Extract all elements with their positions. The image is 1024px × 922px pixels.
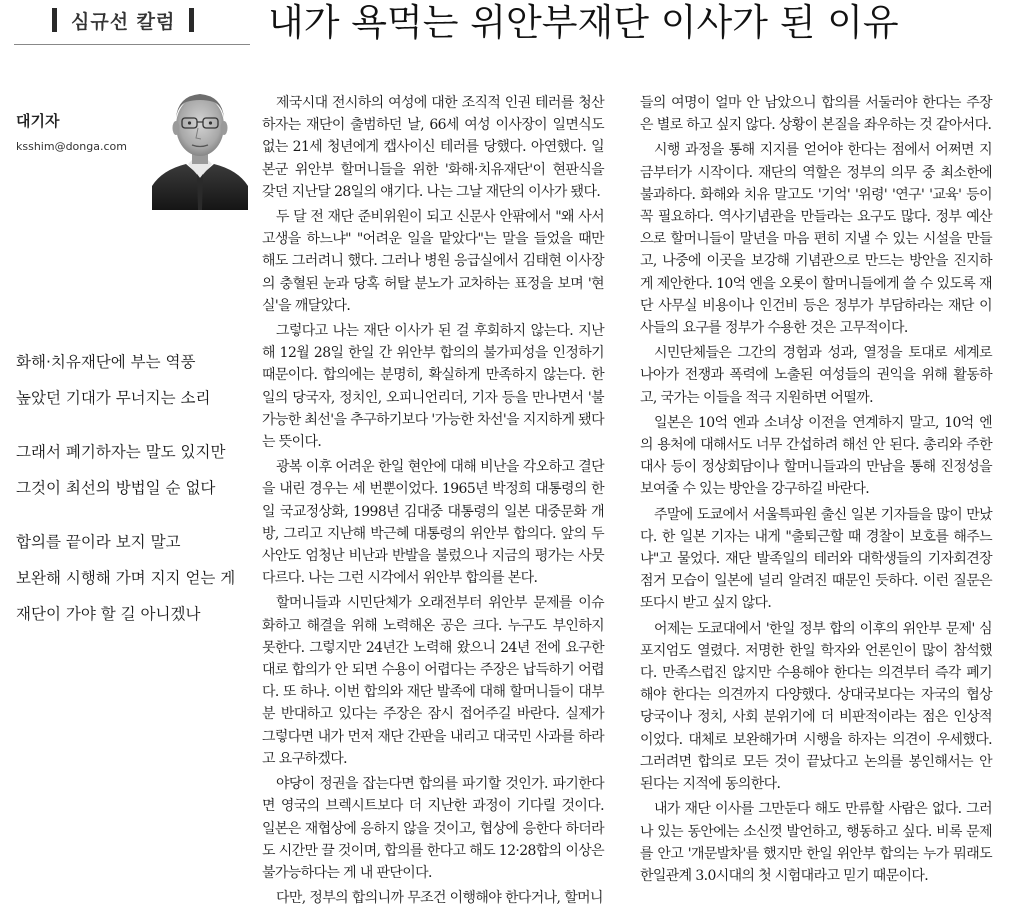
paragraph: 시행 과정을 통해 지지를 얻어야 한다는 점에서 어쩌면 지금부터가 시작이다. 재단의 역할은 정부의 의무 중 최소한에 불과하다. 화해와 치유 말고도 '기억' '위령' '연구' '교육' 등이 꼭 필요하다. 역사기념관을 만들라는 요구도 많다. 정부 예산으로 할머니들이 말년을 마음 편히 지낼 수 있는 시설을 만들고, 나중에 이곳을 보강해 기념관으로 만드는 방안을 진지하게 제안한다. 10억 엔을 오롯이 할머니들에게 쓸 수 있도록 재단 사무실 비용이나 인건비 등은 정부가 부담하라는 재단 이사들의 요구를 정부가 수용한 것은 고무적이다. (640, 142, 992, 337)
column-label (52, 2, 194, 38)
paragraph: 다만, 정부의 합의니까 무조건 이행해야 한다거나, 할머니 (275, 890, 603, 907)
pull-quote-line: 그래서 폐기하자는 말도 있지만 (16, 443, 226, 461)
article-column-2 (640, 92, 992, 890)
paragraph: 어제는 도쿄대에서 '한일 정부 합의 이후의 위안부 문제' 심포지엄도 열렸다. 저명한 한일 학자와 언론인이 많이 참석했다. 만족스럽진 않지만 수용해야 한다는 의견부터 즉각 폐기해야 한다는 의견까지 다양했다. 상대국보다는 자국의 협상 당국이나 정치, 사회 분위기에 더 비판적이라는 점은 인상적이었다. 대체로 보완해가며 시행을 하자는 의견이 우세했다. 그러려면 합의로 모든 것이 끝났다고 논의를 봉인해서는 안 된다는 지적에 동의한다. (640, 620, 992, 793)
paragraph: 주말에 도쿄에서 서울특파원 출신 일본 기자들을 많이 만났다. 한 일본 기자는 내게 "출퇴근할 때 경찰이 보호를 해주느냐"고 물었다. 재단 발족일의 테러와 대학생들의 기자회견장 점거 모습이 일본에 널리 알려진 때문인 듯하다. 이런 질문은 또다시 받고 싶지 않다. (640, 506, 992, 612)
column-label-right-bar (189, 8, 194, 32)
paragraph: 제국시대 전시하의 여성에 대한 조직적 인권 테러를 청산하자는 재단이 출범하던 날, 66세 여성 이사장이 일면식도 없는 21세 청년에게 캡사이신 테러를 당했다. 아연했다. 일본군 위안부 할머니들을 위한 '화해·치유재단'이 현판식을 갖던 지난달 28일의 얘기다. 나는 그날 재단의 이사가 됐다. (262, 95, 604, 200)
headline: 내가 욕먹는 위안부재단 이사가 된 이유 (268, 1, 899, 44)
paragraph: 야당이 정권을 잡는다면 합의를 파기할 것인가. 파기한다면 영국의 브렉시트보다 더 지난한 과정이 기다릴 것이다. 일본은 재협상에 응하지 않을 것이고, 협상에 응한다 하더라도 시간만 끌 것이며, 합의를 한다고 해도 12·28합의 이상은 불가능하다는 게 내 판단이다. (262, 776, 604, 881)
column-label-text: 심규선 칼럼 (71, 10, 176, 33)
author-name: 대기자 (16, 112, 60, 130)
pull-quote-line: 높았던 기대가 무너지는 소리 (16, 389, 211, 407)
author-photo (152, 78, 248, 210)
paragraph: 할머니들과 시민단체가 오래전부터 위안부 문제를 이슈화하고 해결을 위해 노력해온 공은 크다. 누구도 부인하지 못한다. 그렇지만 24년간 노력해 왔으니 24년 전에 요구한 대로 합의가 안 되면 수용이 어렵다는 주장은 납득하기 어렵다. 또 하나. 이번 합의와 재단 발족에 대해 할머니들이 대부분 반대하고 있다는 주장은 잠시 접어주길 바란다. 실제가 그렇다면 내가 먼저 재단 간판을 내리고 대국민 사과를 하라고 요구하겠다. (262, 595, 604, 767)
paragraph: 일본은 10억 엔과 소녀상 이전을 연계하지 말고, 10억 엔의 용처에 대해서도 너무 간섭하려 해선 안 된다. 총리와 주한 대사 등이 정상회담이나 할머니들과의 만남을 통해 진정성을 보여줄 수 있는 방안을 강구하길 바란다. (640, 414, 992, 498)
pull-quote-line: 화해·치유재단에 부는 역풍 (16, 353, 196, 371)
author-email: ksshim@donga.com (16, 140, 127, 153)
article-column-1 (262, 92, 604, 912)
pull-quote-line: 보완해 시행해 가며 지지 얻는 게 (16, 569, 236, 587)
left-divider (14, 44, 250, 45)
pull-quote-line: 재단이 가야 할 길 아니겠나 (16, 605, 201, 623)
paragraph: 그렇다고 나는 재단 이사가 된 걸 후회하지 않는다. 지난해 12월 28일 한일 간 위안부 합의의 불가피성을 인정하기 때문이다. 합의에는 분명히, 확실하게 만족하지 않는다. 한일의 당국자, 정치인, 오피니언리더, 기자 등을 만나면서 '불가능한 최선'을 추구하기보다 '가능한 차선'을 지지하게 됐다는 뜻이다. (262, 323, 604, 451)
paragraph: 내가 재단 이사를 그만둔다 해도 만류할 사람은 없다. 그러나 있는 동안에는 소신껏 발언하고, 행동하고 싶다. 비록 문제를 안고 '개문발차'를 했지만 한일 위안부 합의는 누가 뭐래도 한일관계 3.0시대의 첫 시험대라고 믿기 때문이다. (640, 801, 992, 884)
paragraph: 들의 여명이 얼마 안 남았으니 합의를 서둘러야 한다는 주장은 별로 하고 싶지 않다. 상황이 본질을 좌우하는 것 같아서다. (640, 95, 992, 134)
pull-quote-1 (16, 344, 256, 416)
pull-quote-3 (16, 524, 256, 632)
paragraph: 두 달 전 재단 준비위원이 되고 신문사 안팎에서 "왜 사서 고생을 하느냐" "어려운 일을 맡았다"는 말을 들었을 때만 해도 그러려니 했다. 그러나 병원 응급실에서 김태현 이사장의 충혈된 눈과 당혹 허탈 분노가 교차하는 표정을 보며 '현실'을 깨달았다. (262, 209, 604, 314)
pull-quote-2 (16, 434, 256, 506)
pull-quote-line: 그것이 최선의 방법일 순 없다 (16, 479, 216, 497)
author-portrait-icon (152, 78, 248, 210)
pull-quote-line: 합의를 끝이라 보지 말고 (16, 533, 181, 551)
paragraph: 광복 이후 어려운 한일 현안에 대해 비난을 각오하고 결단을 내린 경우는 세 번뿐이었다. 1965년 박정희 대통령의 한일 국교정상화, 1998년 김대중 대통령의 일본 대중문화 개방, 그리고 지난해 박근혜 대통령의 위안부 합의다. 앞의 두 사안도 엄청난 비난과 반발을 불렀으나 지금의 평가는 사뭇 다르다. 나는 그런 시각에서 위안부 합의를 본다. (262, 459, 604, 587)
paragraph: 시민단체들은 그간의 경험과 성과, 열정을 토대로 세계로 나아가 전쟁과 폭력에 노출된 여성들의 권익을 위해 활동하고, 국가는 이들을 적극 지원하면 어떨까. (640, 345, 992, 406)
